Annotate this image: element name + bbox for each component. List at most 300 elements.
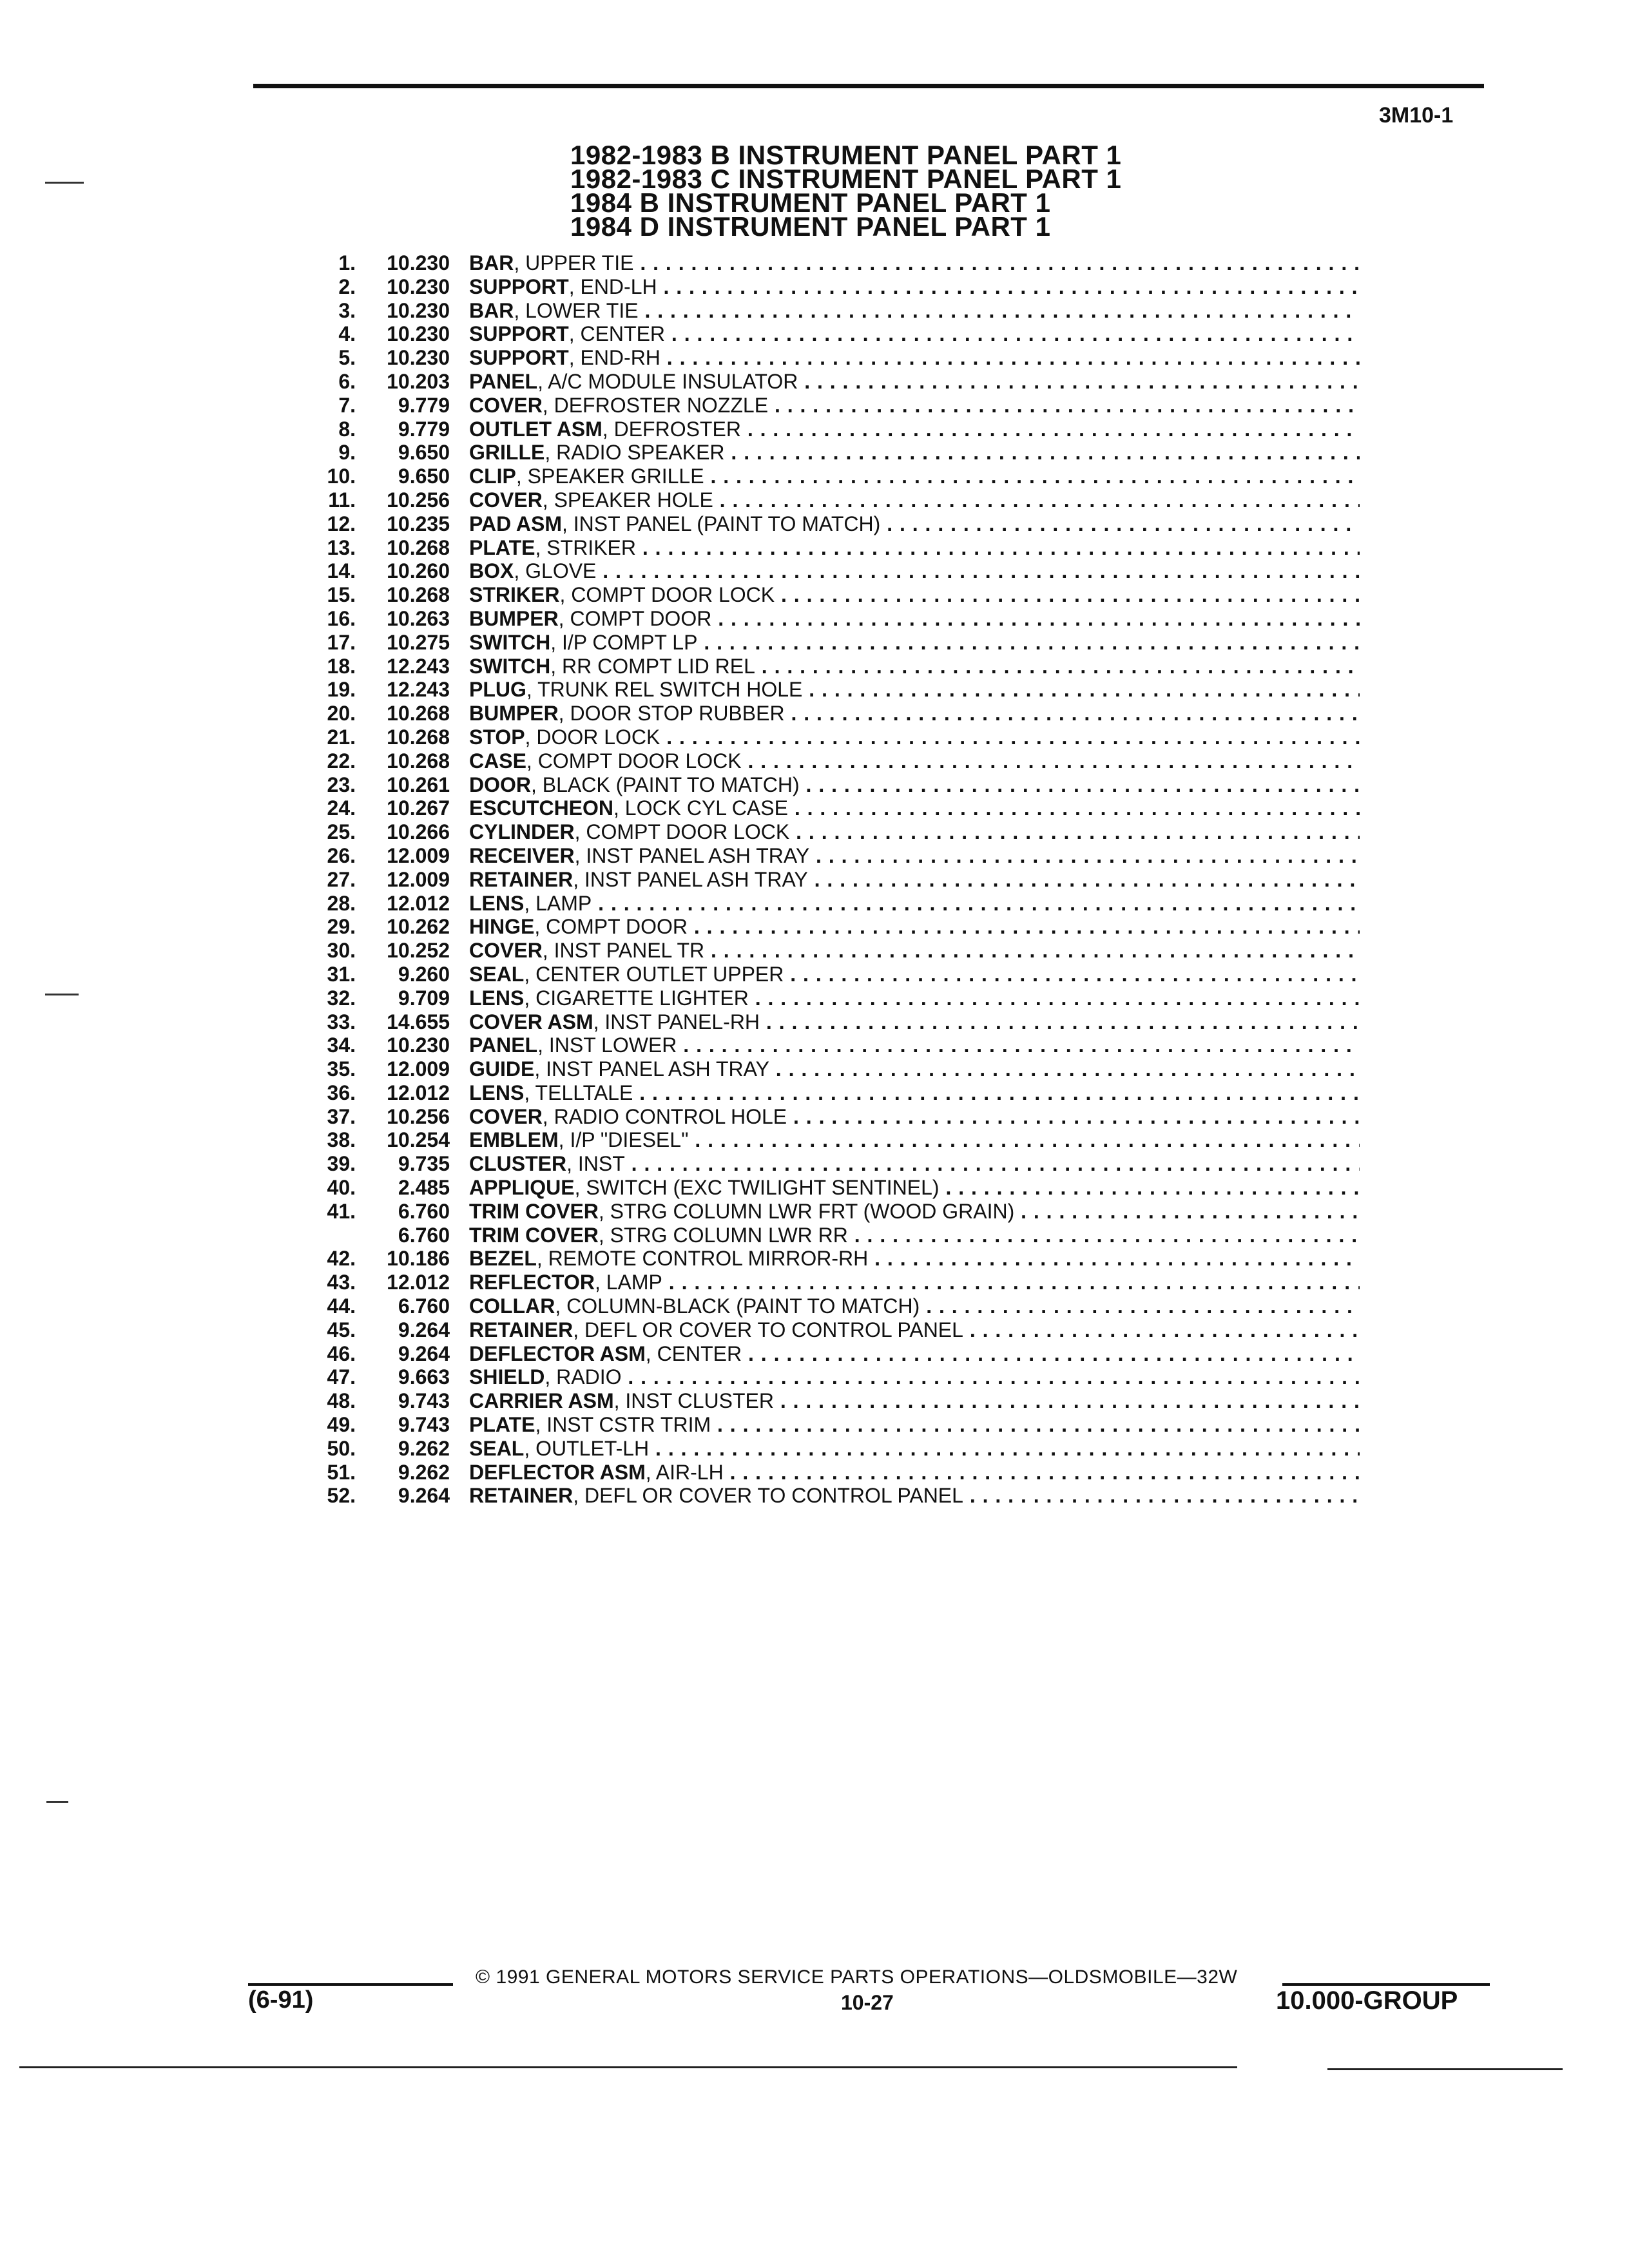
part-number: 22. <box>327 749 356 773</box>
part-description <box>469 796 1360 820</box>
copyright-text: © 1991 GENERAL MOTORS SERVICE PARTS OPERATIONS—OLDSMOBILE—32W <box>476 1966 1238 1988</box>
part-description <box>469 1081 1360 1105</box>
part-row <box>303 275 1360 299</box>
part-row <box>303 299 1360 323</box>
part-name: RETAINER <box>469 867 574 891</box>
part-number: 2. <box>338 274 356 298</box>
group-number: 9.709 <box>398 986 450 1010</box>
part-number: 16. <box>327 606 356 630</box>
part-name: BUMPER <box>469 702 559 726</box>
part-row <box>303 868 1360 892</box>
part-description <box>469 773 1360 797</box>
part-number: 14. <box>327 559 356 583</box>
part-row <box>303 346 1360 370</box>
part-description <box>469 465 1360 488</box>
part-description <box>469 1200 1360 1224</box>
part-name: PLUG <box>469 678 526 702</box>
group-number: 9.663 <box>398 1365 450 1389</box>
group-number: 9.262 <box>398 1460 450 1484</box>
part-detail: , END-LH <box>568 274 657 298</box>
group-number: 10.252 <box>387 939 450 963</box>
part-row <box>303 1224 1360 1247</box>
part-row <box>303 1437 1360 1461</box>
part-detail: , DEFROSTER NOZZLE <box>542 393 769 417</box>
part-number: 29. <box>327 915 356 939</box>
part-number: 43. <box>327 1271 356 1294</box>
part-detail: , DEFL OR COVER TO CONTROL PANEL <box>573 1318 963 1341</box>
group-number: 10.203 <box>387 369 450 393</box>
part-number: 51. <box>327 1460 356 1484</box>
footer-rule-right <box>1282 1983 1490 1986</box>
part-number: 45. <box>327 1318 356 1341</box>
part-row <box>303 1413 1360 1437</box>
part-detail: , DOOR STOP RUBBER <box>558 702 785 726</box>
part-name: HINGE <box>469 915 535 939</box>
group-number: 10.256 <box>387 1104 450 1128</box>
part-name: PAD ASM <box>469 512 562 535</box>
part-name: SUPPORT <box>469 346 569 370</box>
part-description <box>469 963 1360 986</box>
part-name: COVER <box>469 393 543 417</box>
part-row <box>303 1365 1360 1389</box>
part-number: 21. <box>327 725 356 749</box>
group-number: 9.264 <box>398 1341 450 1365</box>
bottom-rule <box>19 2066 1237 2068</box>
part-name: REFLECTOR <box>469 1271 595 1294</box>
group-number: 9.779 <box>398 417 450 441</box>
part-row <box>303 726 1360 749</box>
part-name: SUPPORT <box>469 322 569 346</box>
part-row <box>303 631 1360 655</box>
footer-page-number: 10-27 <box>841 1991 894 2014</box>
part-row <box>303 394 1360 418</box>
part-row <box>303 1271 1360 1294</box>
part-number: 27. <box>327 867 356 891</box>
part-name: CLIP <box>469 465 516 488</box>
part-description <box>469 346 1360 370</box>
footer-group: 10.000-GROUP <box>1276 1986 1458 2015</box>
part-name: COLLAR <box>469 1294 555 1318</box>
group-number: 10.230 <box>387 1033 450 1057</box>
part-name: BAR <box>469 251 514 274</box>
part-row <box>303 773 1360 797</box>
part-number: 46. <box>327 1341 356 1365</box>
part-number: 34. <box>327 1033 356 1057</box>
part-detail: , RR COMPT LID REL <box>550 654 755 678</box>
part-description <box>469 678 1360 702</box>
page-code: 3M10-1 <box>1379 103 1454 128</box>
part-detail: , CENTER OUTLET UPPER <box>524 962 784 986</box>
group-number: 10.256 <box>387 488 450 512</box>
group-number: 10.268 <box>387 702 450 726</box>
title-line: 1984 B INSTRUMENT PANEL PART 1 <box>570 187 1051 218</box>
part-name: COVER ASM <box>469 1010 593 1033</box>
part-description <box>469 1128 1360 1152</box>
part-description <box>469 512 1360 536</box>
part-description <box>469 631 1360 655</box>
part-detail: , STRG COLUMN LWR FRT (WOOD GRAIN) <box>598 1199 1015 1223</box>
part-row <box>303 915 1360 939</box>
part-description <box>469 394 1360 418</box>
part-description <box>469 488 1360 512</box>
part-number: 44. <box>327 1294 356 1318</box>
group-number: 9.262 <box>398 1436 450 1460</box>
part-name: LENS <box>469 986 525 1010</box>
part-row <box>303 441 1360 465</box>
part-row <box>303 251 1360 275</box>
group-number: 9.650 <box>398 441 450 465</box>
part-row <box>303 844 1360 868</box>
part-number: 15. <box>327 583 356 607</box>
part-description <box>469 275 1360 299</box>
part-number: 50. <box>327 1436 356 1460</box>
part-description <box>469 1033 1360 1057</box>
part-number: 4. <box>338 322 356 346</box>
group-number: 10.268 <box>387 583 450 607</box>
part-description <box>469 749 1360 773</box>
group-number: 10.235 <box>387 512 450 535</box>
part-detail: , COMPT DOOR LOCK <box>574 820 790 844</box>
group-number: 10.230 <box>387 251 450 274</box>
part-description <box>469 1413 1360 1437</box>
group-number: 6.760 <box>398 1223 450 1247</box>
part-name: DOOR <box>469 773 531 796</box>
part-name: SWITCH <box>469 630 551 654</box>
part-description <box>469 1437 1360 1461</box>
part-row <box>303 1033 1360 1057</box>
part-row <box>303 1128 1360 1152</box>
part-detail: , COMPT DOOR <box>558 606 712 630</box>
part-row <box>303 678 1360 702</box>
part-description <box>469 1318 1360 1342</box>
part-number: 42. <box>327 1247 356 1271</box>
part-row <box>303 488 1360 512</box>
part-name: EMBLEM <box>469 1128 559 1152</box>
part-name: COVER <box>469 939 543 963</box>
part-name: STOP <box>469 725 525 749</box>
part-detail: , INST LOWER <box>537 1033 677 1057</box>
group-number: 10.260 <box>387 559 450 583</box>
part-number: 11. <box>328 488 356 512</box>
part-number: 17. <box>327 630 356 654</box>
part-number: 13. <box>327 535 356 559</box>
parts-list <box>303 251 1360 1508</box>
part-description <box>469 418 1360 441</box>
part-number: 35. <box>327 1057 356 1081</box>
part-row <box>303 1247 1360 1271</box>
part-name: APPLIQUE <box>469 1176 575 1200</box>
group-number: 14.655 <box>387 1010 450 1033</box>
part-row <box>303 1081 1360 1105</box>
part-name: ESCUTCHEON <box>469 796 614 820</box>
part-row <box>303 536 1360 560</box>
part-description <box>469 583 1360 607</box>
group-number: 12.243 <box>387 678 450 702</box>
part-row <box>303 1461 1360 1485</box>
part-detail: , TELLTALE <box>524 1081 633 1104</box>
part-name: BAR <box>469 298 514 322</box>
part-number: 48. <box>327 1389 356 1413</box>
group-number: 10.261 <box>387 773 450 796</box>
group-number: 12.012 <box>387 1081 450 1104</box>
part-row <box>303 939 1360 963</box>
part-row <box>303 702 1360 726</box>
group-number: 10.268 <box>387 749 450 773</box>
part-number: 32. <box>327 986 356 1010</box>
part-name: DEFLECTOR ASM <box>469 1341 646 1365</box>
part-name: SHIELD <box>469 1365 545 1389</box>
group-number: 2.485 <box>398 1176 450 1200</box>
part-detail: , I/P "DIESEL" <box>558 1128 689 1152</box>
part-name: RETAINER <box>469 1318 574 1341</box>
part-detail: , INST PANEL ASH TRAY <box>573 867 808 891</box>
part-name: PLATE <box>469 535 535 559</box>
part-row <box>303 583 1360 607</box>
part-detail: , LOCK CYL CASE <box>613 796 788 820</box>
group-number: 10.268 <box>387 535 450 559</box>
title-line: 1982-1983 C INSTRUMENT PANEL PART 1 <box>570 164 1122 194</box>
part-name: PANEL <box>469 369 538 393</box>
part-description <box>469 1176 1360 1200</box>
part-description <box>469 559 1360 583</box>
part-detail: , COMPT DOOR LOCK <box>526 749 742 773</box>
part-name: OUTLET ASM <box>469 417 602 441</box>
group-number: 9.779 <box>398 393 450 417</box>
part-detail: , END-RH <box>568 346 660 370</box>
group-number: 12.009 <box>387 1057 450 1081</box>
part-description <box>469 702 1360 726</box>
group-number: 10.263 <box>387 606 450 630</box>
part-number: 52. <box>327 1484 356 1508</box>
part-row <box>303 892 1360 916</box>
part-row <box>303 512 1360 536</box>
part-row <box>303 1200 1360 1224</box>
group-number: 10.268 <box>387 725 450 749</box>
part-description <box>469 1294 1360 1318</box>
group-number: 10.230 <box>387 322 450 346</box>
margin-mark <box>46 1801 68 1803</box>
title-block <box>570 140 1122 242</box>
part-name: SEAL <box>469 1436 525 1460</box>
part-number: 47. <box>327 1365 356 1389</box>
part-name: BUMPER <box>469 606 559 630</box>
part-description <box>469 441 1360 465</box>
part-row <box>303 465 1360 488</box>
part-number: 23. <box>327 773 356 796</box>
group-number: 12.243 <box>387 654 450 678</box>
part-description <box>469 1271 1360 1294</box>
group-number: 12.012 <box>387 1271 450 1294</box>
part-name: RECEIVER <box>469 843 575 867</box>
part-description <box>469 299 1360 323</box>
part-row <box>303 749 1360 773</box>
part-row <box>303 1294 1360 1318</box>
part-description <box>469 1152 1360 1176</box>
part-detail: , TRUNK REL SWITCH HOLE <box>526 678 803 702</box>
group-number: 10.186 <box>387 1247 450 1271</box>
part-name: GUIDE <box>469 1057 535 1081</box>
group-number: 9.735 <box>398 1152 450 1176</box>
part-number: 41. <box>327 1199 356 1223</box>
part-number: 33. <box>327 1010 356 1033</box>
part-detail: , SPEAKER HOLE <box>542 488 713 512</box>
group-number: 10.230 <box>387 274 450 298</box>
bottom-rule <box>1327 2068 1563 2070</box>
part-row <box>303 796 1360 820</box>
part-row <box>303 1176 1360 1200</box>
part-number: 49. <box>327 1413 356 1437</box>
part-number: 24. <box>327 796 356 820</box>
part-number: 36. <box>327 1081 356 1104</box>
part-detail: , DOOR LOCK <box>525 725 660 749</box>
part-description <box>469 986 1360 1010</box>
group-number: 6.760 <box>398 1199 450 1223</box>
part-detail: , RADIO <box>545 1365 622 1389</box>
group-number: 9.264 <box>398 1318 450 1341</box>
part-row <box>303 963 1360 986</box>
group-number: 6.760 <box>398 1294 450 1318</box>
part-name: TRIM COVER <box>469 1199 599 1223</box>
group-number: 10.254 <box>387 1128 450 1152</box>
part-description <box>469 915 1360 939</box>
part-description <box>469 892 1360 916</box>
margin-mark <box>45 994 79 995</box>
part-name: CASE <box>469 749 526 773</box>
part-row <box>303 370 1360 394</box>
part-row <box>303 418 1360 441</box>
part-row <box>303 820 1360 844</box>
part-detail: , INST CSTR TRIM <box>535 1413 711 1437</box>
part-number: 38. <box>327 1128 356 1152</box>
group-number: 10.266 <box>387 820 450 844</box>
part-detail: , DEFL OR COVER TO CONTROL PANEL <box>573 1484 963 1508</box>
group-number: 10.230 <box>387 298 450 322</box>
part-description <box>469 322 1360 346</box>
part-description <box>469 1389 1360 1413</box>
part-number: 6. <box>338 369 356 393</box>
part-detail: , INST CLUSTER <box>613 1389 774 1413</box>
part-detail: , INST PANEL ASH TRAY <box>574 843 810 867</box>
part-detail: , COLUMN-BLACK (PAINT TO MATCH) <box>555 1294 920 1318</box>
part-row <box>303 1484 1360 1508</box>
part-row <box>303 607 1360 631</box>
part-detail: , INST <box>566 1152 625 1176</box>
part-number: 3. <box>338 298 356 322</box>
part-row <box>303 1318 1360 1342</box>
part-detail: , OUTLET-LH <box>524 1436 650 1460</box>
group-number: 12.009 <box>387 867 450 891</box>
part-row <box>303 1342 1360 1366</box>
part-detail: , BLACK (PAINT TO MATCH) <box>531 773 800 796</box>
part-detail: , INST PANEL-RH <box>593 1010 760 1033</box>
part-name: PANEL <box>469 1033 538 1057</box>
part-detail: , GLOVE <box>514 559 597 583</box>
part-description <box>469 868 1360 892</box>
part-detail: , CENTER <box>568 322 666 346</box>
part-description <box>469 939 1360 963</box>
part-number: 25. <box>327 820 356 844</box>
part-number: 7. <box>338 393 356 417</box>
part-name: SWITCH <box>469 654 551 678</box>
part-detail: , INST PANEL TR <box>542 939 705 963</box>
group-number: 9.264 <box>398 1484 450 1508</box>
part-description <box>469 1224 1360 1247</box>
margin-mark <box>45 182 84 184</box>
part-detail: , INST PANEL (PAINT TO MATCH) <box>562 512 881 535</box>
part-name: COVER <box>469 488 543 512</box>
part-name: LENS <box>469 1081 525 1104</box>
part-detail: , SWITCH (EXC TWILIGHT SENTINEL) <box>574 1176 940 1200</box>
part-description <box>469 1484 1360 1508</box>
part-detail: , I/P COMPT LP <box>550 630 698 654</box>
group-number: 10.262 <box>387 915 450 939</box>
part-number: 8. <box>338 417 356 441</box>
part-description <box>469 1010 1360 1034</box>
group-number: 10.275 <box>387 630 450 654</box>
part-row <box>303 986 1360 1010</box>
part-description <box>469 1342 1360 1366</box>
part-number: 9. <box>338 441 356 465</box>
part-name: SEAL <box>469 962 525 986</box>
part-name: CARRIER ASM <box>469 1389 614 1413</box>
part-number: 20. <box>327 702 356 726</box>
part-description <box>469 820 1360 844</box>
part-number: 12. <box>327 512 356 535</box>
group-number: 12.009 <box>387 843 450 867</box>
part-name: DEFLECTOR ASM <box>469 1460 646 1484</box>
part-description <box>469 1057 1360 1081</box>
part-number: 18. <box>327 654 356 678</box>
part-number: 30. <box>327 939 356 963</box>
part-number: 1. <box>338 251 356 274</box>
part-name: GRILLE <box>469 441 545 465</box>
part-number: 28. <box>327 891 356 915</box>
part-description <box>469 251 1360 275</box>
part-description <box>469 1461 1360 1485</box>
part-row <box>303 655 1360 678</box>
part-name: CLUSTER <box>469 1152 567 1176</box>
part-row <box>303 559 1360 583</box>
part-row <box>303 322 1360 346</box>
part-number: 39. <box>327 1152 356 1176</box>
group-number: 10.230 <box>387 346 450 370</box>
title-line: 1984 D INSTRUMENT PANEL PART 1 <box>570 211 1051 242</box>
part-detail: , DEFROSTER <box>602 417 741 441</box>
part-name: BEZEL <box>469 1247 537 1271</box>
part-name: COVER <box>469 1104 543 1128</box>
part-number: 26. <box>327 843 356 867</box>
part-number: 31. <box>327 962 356 986</box>
part-name: TRIM COVER <box>469 1223 599 1247</box>
part-detail: , STRG COLUMN LWR RR <box>598 1223 848 1247</box>
part-detail: , CIGARETTE LIGHTER <box>524 986 749 1010</box>
part-number: 10. <box>327 465 356 488</box>
part-detail: , LAMP <box>524 891 592 915</box>
group-number: 9.260 <box>398 962 450 986</box>
part-detail: , COMPT DOOR <box>534 915 688 939</box>
group-number: 10.267 <box>387 796 450 820</box>
part-name: RETAINER <box>469 1484 574 1508</box>
part-detail: , CENTER <box>645 1341 742 1365</box>
part-description <box>469 1105 1360 1129</box>
part-detail: , UPPER TIE <box>514 251 634 274</box>
part-detail: , INST PANEL ASH TRAY <box>534 1057 769 1081</box>
group-number: 9.743 <box>398 1389 450 1413</box>
part-name: CYLINDER <box>469 820 575 844</box>
part-detail: , LAMP <box>594 1271 662 1294</box>
group-number: 9.650 <box>398 465 450 488</box>
part-row <box>303 1057 1360 1081</box>
